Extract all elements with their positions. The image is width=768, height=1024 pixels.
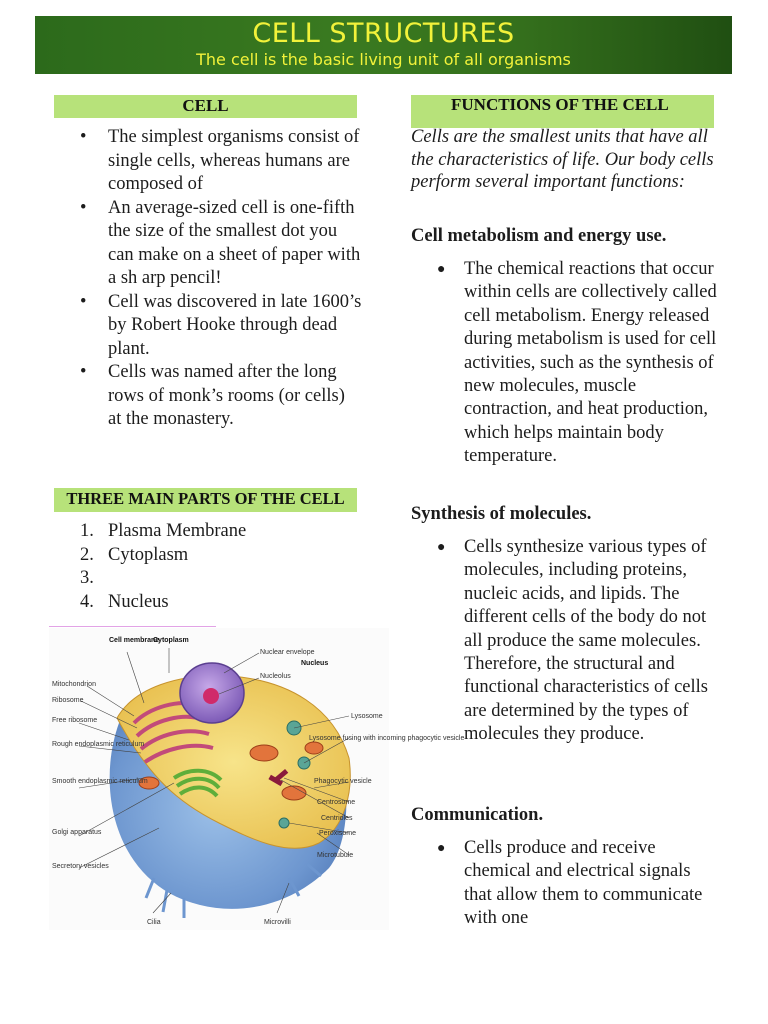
label-nucleolus: Nucleolus [260,673,291,680]
label-microvilli: Microvilli [264,919,291,926]
list-item: 4. Nucleus [80,591,169,612]
list-item: • Cell was discovered in late 1600’s by Robert Hooke through dead plant. [80,291,362,359]
page-title: CELL STRUCTURES [252,18,515,49]
list-item: • Cells was named after the long rows of monk’s rooms (or cells) at the monastery. [80,362,345,429]
label-lysosome-fusing: Lysosome fusing with incoming phagocytic vesicle [309,735,465,742]
list-item: ● The chemical reactions that occur within cells are collectively called cell metabolism. Energy released during metabolism is used for cell activities, such as the synthesis of new molecules, muscle contraction, and heat production, which helps maintain body temperature. [437,259,717,467]
functions-intro: Cells are the smallest units that have all the characteristics of life. Our body cells perform several important functions: [411,127,714,192]
metabolism-list [437,258,722,469]
label-phagocytic: Phagocytic vesicle [314,778,372,785]
list-item: 2. Cytoplasm [80,544,189,565]
bullet-icon: • [80,362,87,382]
label-peroxisome: Peroxisome [319,830,356,837]
communication-list [437,837,722,931]
label-rough-er: Rough endoplasmic reticulum [52,741,145,748]
label-secretory: Secretory vesicles [52,863,109,870]
list-item: ● Cells synthesize various types of molecules, including proteins, nucleic acids, and lipids. The different cells of the body do not all produce the same molecules. Therefore, the structural and functional characteristics of cells are determined by the types of molecules they produce. [437,537,708,745]
bullet-icon: ● [437,540,446,555]
label-centrosome: Centrosome [317,799,356,806]
bullet-icon: ● [437,262,446,277]
label-cytoplasm: Cytoplasm [153,637,189,644]
section-title-synthesis: Synthesis of molecules. [411,504,592,524]
bullet-icon: ● [437,841,446,856]
label-nuclear-envelope: Nuclear envelope [260,649,315,656]
bullet-icon: • [80,127,87,147]
label-microtubule: Microtubule [317,852,354,859]
functions-heading: FUNCTIONS OF THE CELL [411,95,714,128]
bullet-icon: • [80,291,87,312]
list-item: ● Cells produce and receive chemical and electrical signals that allow them to communicate with one [437,838,703,929]
cell-heading: CELL [54,95,357,118]
section-title-metabolism: Cell metabolism and energy use. [411,226,667,246]
label-mitochondrion: Mitochondrion [52,681,96,688]
section-title-communication: Communication. [411,805,544,825]
label-lysosome: Lysosome [351,713,383,720]
label-smooth-er: Smooth endoplasmic reticulum [52,778,148,785]
divider-line [49,626,216,627]
cell-diagram [49,628,465,930]
list-item: • An average-sized cell is one-fifth the size of the smallest dot you can make on a sheet of paper with a sh arp pencil! [80,197,361,288]
page-subtitle: The cell is the basic living unit of all organisms [196,50,571,69]
label-golgi: Golgi apparatus [52,829,102,836]
title-banner [35,16,732,74]
list-item: • The simplest organisms consist of single cells, whereas humans are composed of [80,127,360,194]
list-item: 3. [80,568,94,588]
label-cilia: Cilia [147,919,161,926]
label-free-ribosome: Free ribosome [52,717,98,724]
label-centrioles: Centrioles [321,815,353,822]
label-cell-membrane: Cell membrane [109,637,160,644]
parts-list [80,520,340,614]
cell-bullet-list [80,126,362,432]
label-nucleus: Nucleus [301,660,329,667]
label-ribosome: Ribosome [52,697,84,704]
list-item: 1. Plasma Membrane [80,521,247,541]
bullet-icon: • [80,197,87,218]
synthesis-list [437,536,722,747]
cell-illustration [49,628,465,930]
parts-heading: THREE MAIN PARTS OF THE CELL [54,488,357,512]
